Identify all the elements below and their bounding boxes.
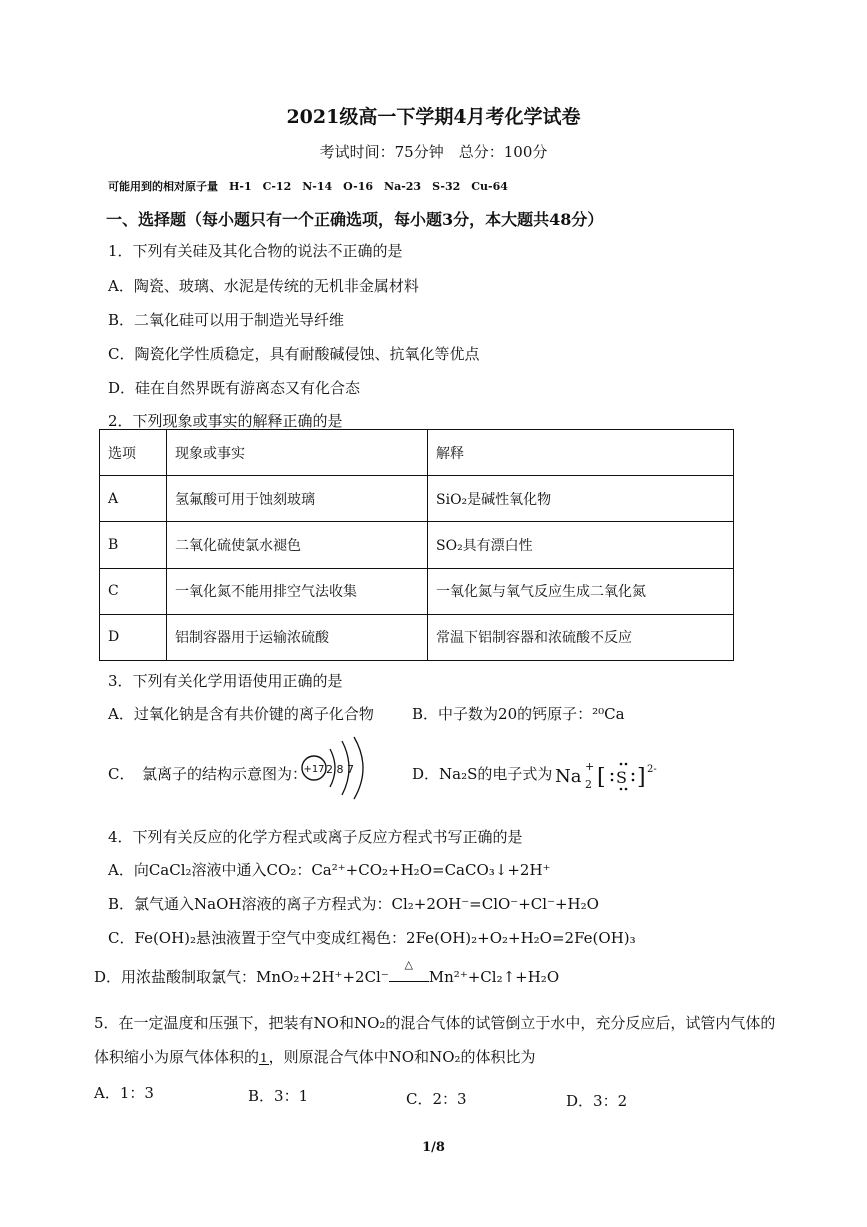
exam-info: 考试时间：75分钟 总分：100分 — [319, 143, 548, 161]
q5-stem-part-a: 体积缩小为原气体体积的 — [94, 1048, 260, 1066]
q1-option-d: D．硅在自然界既有游离态又有化合态 — [108, 379, 361, 397]
table-header-cell: 解释 — [428, 430, 734, 476]
table-row — [100, 614, 734, 660]
nucleus-charge: +17 — [303, 764, 325, 775]
q2-stem: 2．下列现象或事实的解释正确的是 — [108, 412, 343, 430]
na2s-electron-formula — [555, 758, 665, 794]
q1-option-c: C．陶瓷化学性质稳定，具有耐酸碱侵蚀、抗氧化等优点 — [108, 345, 480, 363]
section-heading: 一、选择题（每小题只有一个正确选项，每小题3分，本大题共48分） — [106, 210, 604, 229]
q1-stem: 1．下列有关硅及其化合物的说法不正确的是 — [108, 242, 403, 260]
q5-stem-line1: 5．在一定温度和压强下，把装有NO和NO₂的混合气体的试管倒立于水中，充分反应后，试管内气体的 — [94, 1014, 776, 1032]
sodium-symbol: Na — [555, 766, 582, 787]
electron-shells: 2 8 7 — [326, 763, 354, 776]
table-cell: C — [100, 568, 167, 614]
q5-stem-part-b: ，则原混合气体中NO和NO₂的体积比为 — [268, 1048, 536, 1066]
q4-option-b: B．氯气通入NaOH溶液的离子方程式为：Cl₂+2OH⁻=ClO⁻+Cl⁻+H₂O — [108, 895, 599, 913]
q3-option-b: B．中子数为20的钙原子：²⁰Ca — [412, 705, 625, 723]
q5-option-c: C．2：3 — [406, 1090, 467, 1108]
table-cell: SiO₂是碱性氧化物 — [428, 476, 734, 522]
table-cell: 氢氟酸可用于蚀刻玻璃 — [167, 476, 428, 522]
table-header-cell: 选项 — [100, 430, 167, 476]
sodium-charge: + — [585, 760, 595, 773]
atomic-masses: 可能用到的相对原子量 H-1 C-12 N-14 O-16 Na-23 S-32 Cu-64 — [108, 180, 508, 193]
table-cell: A — [100, 476, 167, 522]
svg-text:]: ] — [637, 765, 646, 790]
heat-condition — [389, 958, 429, 982]
q4-option-c: C．Fe(OH)₂悬浊液置于空气中变成红褐色：2Fe(OH)₂+O₂+H₂O=2Fe(OH)₃ — [108, 929, 636, 947]
chloride-ion-diagram — [300, 735, 380, 801]
q3-option-c: C． 氯离子的结构示意图为： — [108, 765, 307, 783]
q4-stem: 4．下列有关反应的化学方程式或离子反应方程式书写正确的是 — [108, 828, 523, 846]
exam-title: 2021级高一下学期4月考化学试卷 — [286, 106, 581, 128]
volume-fraction — [259, 1052, 269, 1065]
q4-option-a: A．向CaCl₂溶液中通入CO₂：Ca²⁺+CO₂+H₂O=CaCO₃↓+2H⁺ — [108, 861, 551, 879]
table-header-row — [100, 430, 734, 476]
table-cell: B — [100, 522, 167, 568]
sulfur-symbol: S — [616, 768, 627, 787]
explanation-table — [99, 429, 734, 661]
table-cell: 铝制容器用于运输浓硫酸 — [167, 614, 428, 660]
q5-option-a: A．1：3 — [94, 1084, 154, 1102]
q4-option-d — [94, 958, 560, 987]
fraction-numerator: 1 — [260, 1050, 268, 1065]
table-cell: 常温下铝制容器和浓硫酸不反应 — [428, 614, 734, 660]
q5-option-d: D．3：2 — [566, 1092, 628, 1110]
table-cell: D — [100, 614, 167, 660]
table-row — [100, 476, 734, 522]
q4-d-products: Mn²⁺+Cl₂↑+H₂O — [428, 968, 560, 986]
table-row — [100, 522, 734, 568]
page-number: 1/8 — [422, 1140, 445, 1155]
table-cell: 一氧化氮与氧气反应生成二氧化氮 — [428, 568, 734, 614]
heat-icon: △ — [404, 958, 414, 971]
q5-option-b: B．3：1 — [248, 1087, 309, 1105]
table-row — [100, 568, 734, 614]
q3-option-d: D．Na₂S的电子式为 — [412, 765, 553, 783]
sodium-count: 2 — [585, 778, 592, 791]
q4-d-reactants: D．用浓盐酸制取氯气：MnO₂+2H⁺+2Cl⁻ — [94, 968, 389, 986]
q3-stem: 3．下列有关化学用语使用正确的是 — [108, 672, 343, 690]
q1-option-a: A．陶瓷、玻璃、水泥是传统的无机非金属材料 — [108, 277, 419, 295]
q1-option-b: B．二氧化硅可以用于制造光导纤维 — [108, 311, 345, 329]
table-cell: 二氧化硫使氯水褪色 — [167, 522, 428, 568]
table-cell: 一氧化氮不能用排空气法收集 — [167, 568, 428, 614]
q5-stem-line2 — [94, 1046, 536, 1067]
table-cell: SO₂具有漂白性 — [428, 522, 734, 568]
svg-text:[: [ — [597, 765, 606, 790]
q3-option-a: A．过氧化钠是含有共价键的离子化合物 — [108, 705, 374, 723]
table-header-cell: 现象或事实 — [167, 430, 428, 476]
sulfide-charge: 2- — [647, 764, 657, 775]
